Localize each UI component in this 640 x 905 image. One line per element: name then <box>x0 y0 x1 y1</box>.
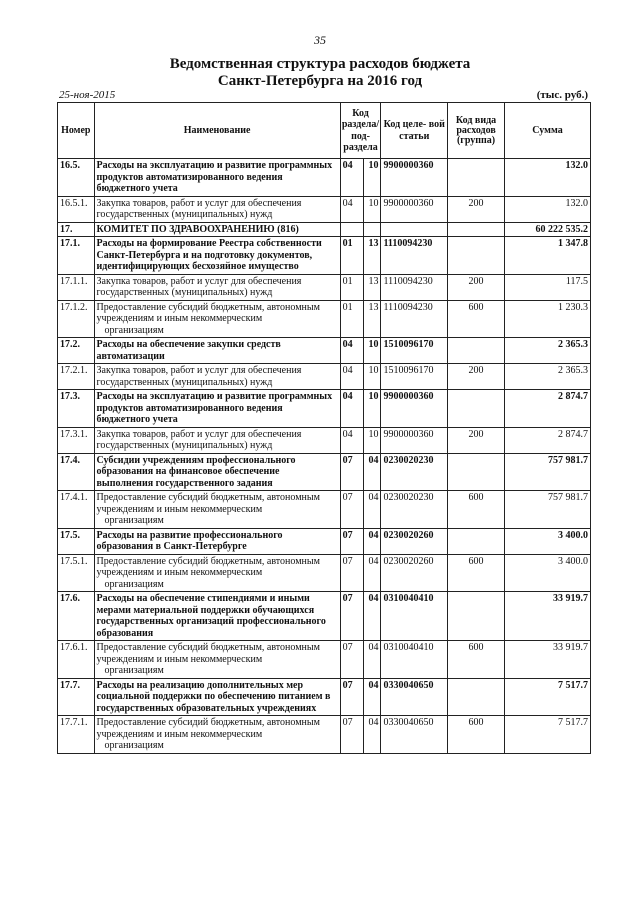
row-subsection-code: 04 <box>364 528 381 554</box>
row-name-text: Расходы на обеспечение закупки средств автоматизации <box>96 339 281 362</box>
row-name-text: Расходы на развитие профессионального образования в Санкт-Петербурге <box>96 529 283 552</box>
row-subsection-code: 10 <box>364 427 381 453</box>
row-subsection-code: 04 <box>364 678 381 716</box>
table-row <box>58 274 591 300</box>
row-subsection-code: 04 <box>364 716 381 754</box>
row-name-text: Расходы на эксплуатацию и развитие программных продуктов автоматизированного ведения бюджетного учета <box>96 160 333 194</box>
table-row <box>58 159 591 197</box>
row-subsection-code <box>364 222 381 237</box>
row-sum: 2 874.7 <box>505 427 591 453</box>
page-number: 35 <box>314 33 326 47</box>
row-sum: 60 222 535.2 <box>505 222 591 237</box>
row-name <box>94 274 340 300</box>
row-expense-type <box>448 338 505 364</box>
row-target-code: 0330040650 <box>381 716 448 754</box>
table-row <box>58 427 591 453</box>
row-subsection-code: 10 <box>364 390 381 428</box>
row-name <box>94 592 340 641</box>
row-sum: 7 517.7 <box>505 716 591 754</box>
row-section-code: 07 <box>340 592 364 641</box>
row-name-text: Расходы на эксплуатацию и развитие программных продуктов автоматизированного ведения бюджетного учета <box>96 391 333 425</box>
row-name-text: Закупка товаров, работ и услуг для обеспечения государственных (муниципальных) нужд <box>96 275 302 298</box>
row-number: 17.4.1. <box>58 491 95 529</box>
row-target-code: 1510096170 <box>381 338 448 364</box>
row-number: 17.2.1. <box>58 364 95 390</box>
row-name <box>94 300 340 338</box>
row-expense-type <box>448 592 505 641</box>
row-subsection-code: 04 <box>364 641 381 679</box>
row-sum: 2 874.7 <box>505 390 591 428</box>
row-name <box>94 390 340 428</box>
row-sum: 757 981.7 <box>505 491 591 529</box>
row-expense-type <box>448 678 505 716</box>
row-sum: 132.0 <box>505 196 591 222</box>
row-section-code: 04 <box>340 196 364 222</box>
row-expense-type: 200 <box>448 196 505 222</box>
row-section-code: 01 <box>340 300 364 338</box>
row-expense-type: 600 <box>448 641 505 679</box>
header-number: Номер <box>58 103 95 159</box>
row-sum: 757 981.7 <box>505 453 591 491</box>
row-name <box>94 716 340 754</box>
row-name-text: Закупка товаров, работ и услуг для обеспечения государственных (муниципальных) нужд <box>96 365 302 388</box>
row-number: 17.1.2. <box>58 300 95 338</box>
row-subsection-code: 13 <box>364 237 381 275</box>
row-name <box>94 237 340 275</box>
title-line-2: Санкт-Петербурга на 2016 год <box>217 73 423 89</box>
row-name-text: Закупка товаров, работ и услуг для обеспечения государственных (муниципальных) нужд <box>96 197 302 220</box>
row-name-text: Закупка товаров, работ и услуг для обеспечения государственных (муниципальных) нужд <box>96 428 302 451</box>
header-name: Наименование <box>94 103 340 159</box>
row-expense-type <box>448 222 505 237</box>
row-name <box>94 196 340 222</box>
row-number: 17.6. <box>58 592 95 641</box>
row-subsection-code: 13 <box>364 300 381 338</box>
row-sum: 2 365.3 <box>505 338 591 364</box>
row-section-code: 04 <box>340 338 364 364</box>
table-row <box>58 592 591 641</box>
row-expense-type: 200 <box>448 364 505 390</box>
row-expense-type: 600 <box>448 716 505 754</box>
row-section-code: 07 <box>340 554 364 592</box>
row-name <box>94 491 340 529</box>
row-number: 17.6.1. <box>58 641 95 679</box>
row-section-code: 01 <box>340 274 364 300</box>
row-number: 17.7.1. <box>58 716 95 754</box>
row-number: 17.5. <box>58 528 95 554</box>
row-subsection-code: 04 <box>364 453 381 491</box>
table-row <box>58 528 591 554</box>
header-sum: Сумма <box>505 103 591 159</box>
row-subsection-code: 04 <box>364 491 381 529</box>
row-name <box>94 364 340 390</box>
table-row <box>58 641 591 679</box>
row-target-code: 9900000360 <box>381 427 448 453</box>
row-number: 17.5.1. <box>58 554 95 592</box>
row-sum: 1 347.8 <box>505 237 591 275</box>
table-row <box>58 300 591 338</box>
row-target-code: 0310040410 <box>381 641 448 679</box>
row-sum: 117.5 <box>505 274 591 300</box>
row-subsection-code: 10 <box>364 159 381 197</box>
row-number: 17.4. <box>58 453 95 491</box>
row-target-code <box>381 222 448 237</box>
row-name <box>94 159 340 197</box>
row-name-continuation: организациям <box>104 515 164 526</box>
budget-table <box>57 102 591 754</box>
row-sum: 1 230.3 <box>505 300 591 338</box>
row-name <box>94 528 340 554</box>
row-number: 16.5.1. <box>58 196 95 222</box>
row-target-code: 1510096170 <box>381 364 448 390</box>
row-subsection-code: 10 <box>364 364 381 390</box>
row-number: 17.2. <box>58 338 95 364</box>
units-label: (тыс. руб.) <box>536 89 588 101</box>
row-target-code: 0330040650 <box>381 678 448 716</box>
row-name-text: Предоставление субсидий бюджетным, автономным учреждениям и иным некоммерческим <box>96 717 320 740</box>
row-section-code <box>340 222 364 237</box>
row-target-code: 9900000360 <box>381 196 448 222</box>
row-name-text: Предоставление субсидий бюджетным, автономным учреждениям и иным некоммерческим <box>96 642 320 665</box>
row-name-text: Расходы на реализацию дополнительных мер социальной поддержки по обеспечению питанием в государственных образовательных учреждениях <box>96 679 331 714</box>
row-target-code: 9900000360 <box>381 159 448 197</box>
table-row <box>58 554 591 592</box>
table-row <box>58 453 591 491</box>
row-name <box>94 678 340 716</box>
row-subsection-code: 04 <box>364 592 381 641</box>
row-number: 16.5. <box>58 159 95 197</box>
document-title <box>0 56 640 90</box>
row-target-code: 1110094230 <box>381 237 448 275</box>
row-number: 17.7. <box>58 678 95 716</box>
table-header-row <box>58 103 591 159</box>
row-name <box>94 222 340 237</box>
row-number: 17. <box>58 222 95 237</box>
row-target-code: 0230020260 <box>381 528 448 554</box>
row-expense-type: 200 <box>448 427 505 453</box>
row-sum: 33 919.7 <box>505 641 591 679</box>
row-name-text: Предоставление субсидий бюджетным, автономным учреждениям и иным некоммерческим <box>96 301 320 324</box>
table-row <box>58 390 591 428</box>
row-number: 17.3.1. <box>58 427 95 453</box>
row-name-continuation: организациям <box>104 740 164 751</box>
row-target-code: 0230020230 <box>381 453 448 491</box>
row-subsection-code: 10 <box>364 196 381 222</box>
row-name <box>94 453 340 491</box>
table-body <box>58 159 591 754</box>
row-target-code: 1110094230 <box>381 274 448 300</box>
row-name <box>94 641 340 679</box>
row-target-code: 0310040410 <box>381 592 448 641</box>
header-target: Код целе- вой статьи <box>381 103 448 159</box>
row-name-text: Расходы на обеспечение стипендиями и иными мерами материальной поддержки обучающихся государственных организаций профессионального образования <box>96 593 326 639</box>
row-section-code: 07 <box>340 453 364 491</box>
row-target-code: 9900000360 <box>381 390 448 428</box>
table-row <box>58 338 591 364</box>
row-name <box>94 338 340 364</box>
row-target-code: 1110094230 <box>381 300 448 338</box>
row-section-code: 01 <box>340 237 364 275</box>
row-sum: 132.0 <box>505 159 591 197</box>
row-sum: 3 400.0 <box>505 528 591 554</box>
row-sum: 7 517.7 <box>505 678 591 716</box>
header-expense-type: Код вида расходов (группа) <box>448 103 505 159</box>
row-sum: 2 365.3 <box>505 364 591 390</box>
row-subsection-code: 10 <box>364 338 381 364</box>
row-expense-type: 600 <box>448 491 505 529</box>
row-sum: 33 919.7 <box>505 592 591 641</box>
row-number: 17.1.1. <box>58 274 95 300</box>
row-section-code: 04 <box>340 159 364 197</box>
row-target-code: 0230020230 <box>381 491 448 529</box>
row-section-code: 07 <box>340 678 364 716</box>
row-name-text: Расходы на формирование Реестра собственности Санкт-Петербурга и на подготовку документов, идентифицирующих бесхозяйное имущество <box>96 238 322 272</box>
table-row <box>58 716 591 754</box>
title-line-1: Ведомственная структура расходов бюджета <box>169 56 471 72</box>
row-name-text: КОМИТЕТ ПО ЗДРАВООХРАНЕНИЮ (816) <box>96 223 299 235</box>
row-expense-type <box>448 237 505 275</box>
row-section-code: 07 <box>340 641 364 679</box>
row-expense-type <box>448 528 505 554</box>
row-name <box>94 427 340 453</box>
table-row <box>58 678 591 716</box>
row-name-text: Предоставление субсидий бюджетным, автономным учреждениям и иным некоммерческим <box>96 555 320 578</box>
table-row <box>58 491 591 529</box>
header-section: Код раздела/ под- раздела <box>340 103 381 159</box>
row-name-text: Субсидии учреждениям профессионального образования на финансовое обеспечение выполнения государственного задания <box>96 454 296 489</box>
table-row <box>58 364 591 390</box>
row-section-code: 04 <box>340 364 364 390</box>
row-section-code: 07 <box>340 491 364 529</box>
row-target-code: 0230020260 <box>381 554 448 592</box>
row-expense-type: 600 <box>448 300 505 338</box>
row-section-code: 04 <box>340 427 364 453</box>
row-section-code: 04 <box>340 390 364 428</box>
table-row <box>58 196 591 222</box>
row-expense-type: 200 <box>448 274 505 300</box>
row-expense-type <box>448 390 505 428</box>
row-expense-type <box>448 159 505 197</box>
row-sum: 3 400.0 <box>505 554 591 592</box>
row-expense-type: 600 <box>448 554 505 592</box>
row-name-text: Предоставление субсидий бюджетным, автономным учреждениям и иным некоммерческим <box>96 492 320 515</box>
row-name-continuation: организациям <box>104 578 164 590</box>
row-number: 17.3. <box>58 390 95 428</box>
row-name <box>94 554 340 592</box>
document-date: 25-ноя-2015 <box>59 89 116 101</box>
row-subsection-code: 13 <box>364 274 381 300</box>
row-name-continuation: организациям <box>104 665 164 676</box>
row-section-code: 07 <box>340 528 364 554</box>
row-expense-type <box>448 453 505 491</box>
table-row <box>58 237 591 275</box>
table-row <box>58 222 591 237</box>
row-section-code: 07 <box>340 716 364 754</box>
row-name-continuation: организациям <box>104 324 164 336</box>
row-subsection-code: 04 <box>364 554 381 592</box>
row-number: 17.1. <box>58 237 95 275</box>
